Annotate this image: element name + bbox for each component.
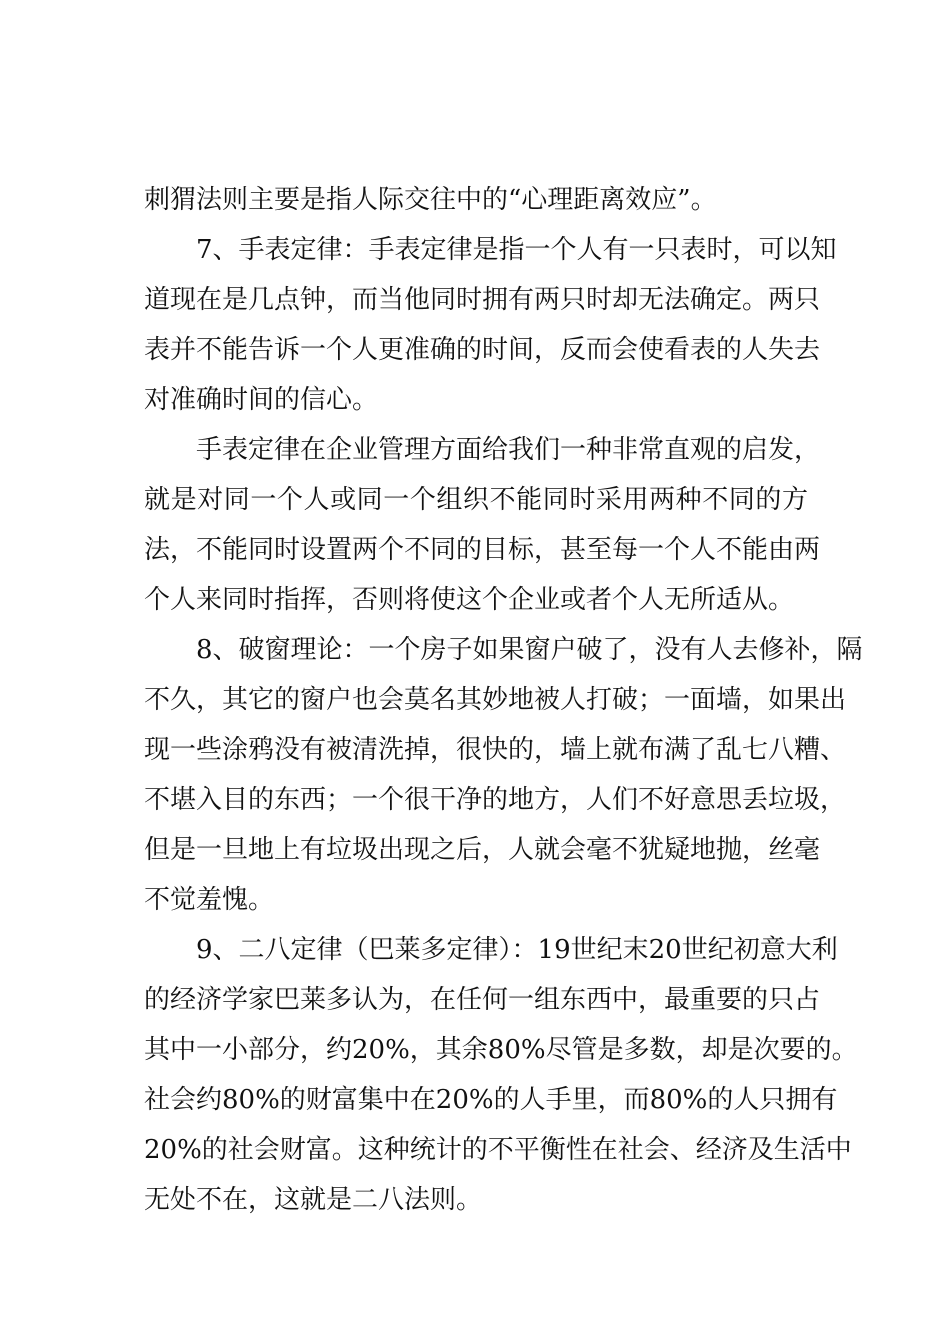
text-line: 无处不在，这就是二八法则。 (144, 1185, 483, 1215)
text-line: 就是对同一个人或同一个组织不能同时采用两种不同的方 (144, 485, 808, 515)
text-line: 手表定律在企业管理方面给我们一种非常直观的启发， (196, 435, 821, 465)
text-line: 对准确时间的信心。 (144, 385, 379, 415)
text-line: 表并不能告诉一个人更准确的时间，反而会使看表的人失去 (144, 335, 821, 365)
text-line: 的经济学家巴莱多认为，在任何一组东西中，最重要的只占 (144, 985, 821, 1015)
text-line: 现一些涂鸦没有被清洗掉，很快的，墙上就布满了乱七八糟、 (144, 735, 847, 765)
text-line: 其中一小部分，约20%，其余80%尽管是多数，却是次要的。 (144, 1035, 858, 1065)
text-line: 但是一旦地上有垃圾出现之后，人就会毫不犹疑地抛，丝毫 (144, 835, 821, 865)
text-line: 7、手表定律：手表定律是指一个人有一只表时，可以知 (196, 235, 837, 265)
text-line: 道现在是几点钟，而当他同时拥有两只时却无法确定。两只 (144, 285, 821, 315)
text-line: 刺猬法则主要是指人际交往中的“心理距离效应”。 (144, 185, 717, 215)
text-line: 8、破窗理论：一个房子如果窗户破了，没有人去修补，隔 (196, 635, 863, 665)
text-line: 不堪入目的东西；一个很干净的地方，人们不好意思丢垃圾， (144, 785, 847, 815)
text-line: 法，不能同时设置两个不同的目标，甚至每一个人不能由两 (144, 535, 821, 565)
text-line: 个人来同时指挥，否则将使这个企业或者个人无所适从。 (144, 585, 795, 615)
text-line: 不觉羞愧。 (144, 885, 275, 915)
text-line: 20%的社会财富。这种统计的不平衡性在社会、经济及生活中 (144, 1135, 852, 1165)
text-line: 社会约80%的财富集中在20%的人手里，而80%的人只拥有 (144, 1085, 838, 1115)
text-line: 不久，其它的窗户也会莫名其妙地被人打破；一面墙，如果出 (144, 685, 847, 715)
text-line: 9、二八定律（巴莱多定律）：19世纪末20世纪初意大利 (196, 935, 838, 965)
